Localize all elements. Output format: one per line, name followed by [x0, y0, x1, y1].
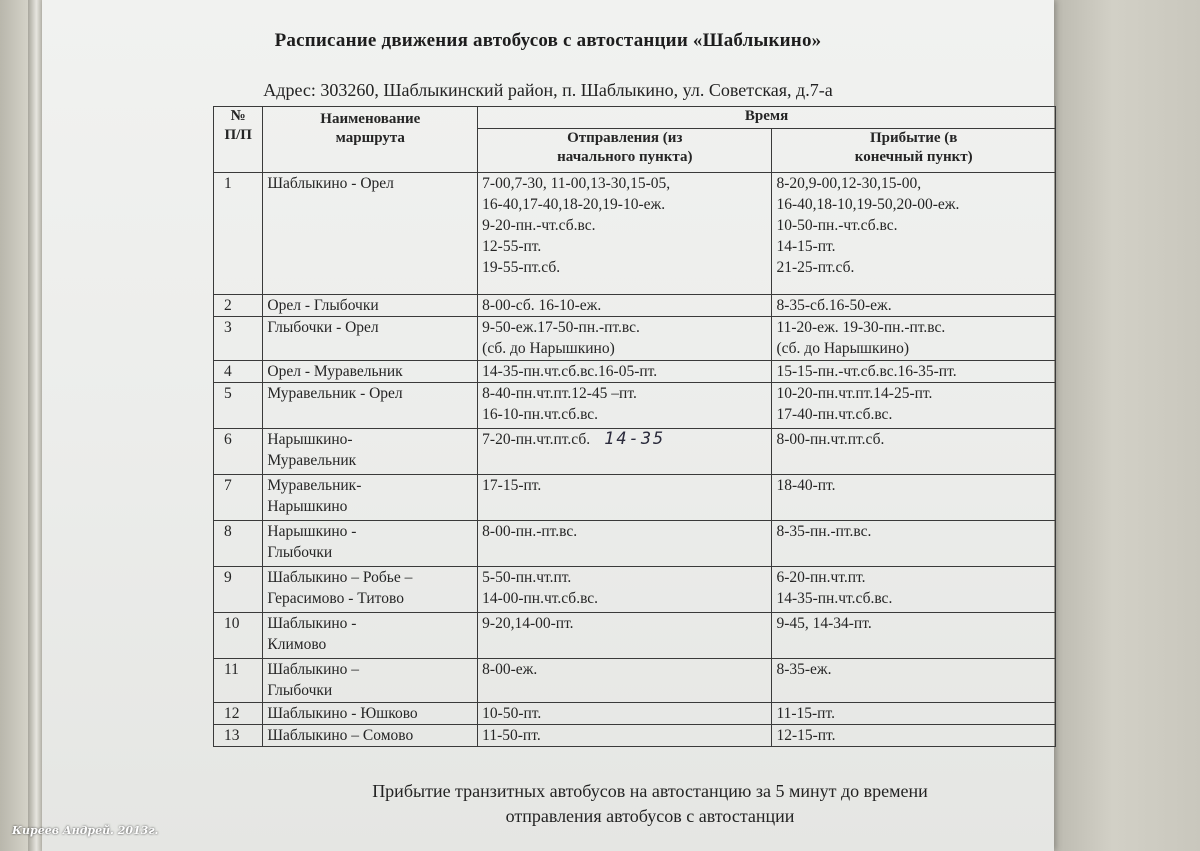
- arrival-times: 6-20-пн.чт.пт. 14-35-пн.чт.сб.вс.: [772, 567, 1056, 613]
- departure-times: 17-15-пт.: [478, 475, 772, 521]
- arrival-times: 11-20-еж. 19-30-пн.-пт.вс. (сб. до Нарышкино): [772, 317, 1056, 361]
- arrival-times: 8-35-еж.: [772, 659, 1056, 703]
- arrival-times: 11-15-пт.: [772, 703, 1056, 725]
- departure-times: 7-20-пн.чт.пт.сб. 14-35: [478, 429, 772, 475]
- wall-background: [1054, 0, 1200, 851]
- arrival-times: 8-35-сб.16-50-еж.: [772, 295, 1056, 317]
- route-name: Шаблыкино - Орел: [263, 173, 478, 295]
- route-number: 8: [214, 521, 263, 567]
- schedule-row: [214, 295, 1056, 317]
- station-address: Адрес: 303260, Шаблыкинский район, п. Шаблыкино, ул. Советская, д.7-а: [263, 80, 833, 100]
- route-name: Нарышкино - Глыбочки: [263, 521, 478, 567]
- photo-credit: Киреев Андрей. 2013г.: [12, 824, 159, 837]
- schedule-row: [214, 567, 1056, 613]
- departure-times: 7-00,7-30, 11-00,13-30,15-05, 16-40,17-40,18-20,19-10-еж. 9-20-пн.-чт.сб.вс. 12-55-пт. 19-55-пт.сб.: [478, 173, 772, 295]
- schedule-row: [214, 703, 1056, 725]
- arrival-times: 8-00-пн.чт.пт.сб.: [772, 429, 1056, 475]
- route-name: Шаблыкино - Юшково: [263, 703, 478, 725]
- route-name: Шаблыкино – Глыбочки: [263, 659, 478, 703]
- arrival-times: 8-35-пн.-пт.вс.: [772, 521, 1056, 567]
- header-arrival: Прибытие (в конечный пункт): [772, 129, 1056, 173]
- route-name: Муравельник - Орел: [263, 383, 478, 429]
- route-number: 7: [214, 475, 263, 521]
- arrival-times: 10-20-пн.чт.пт.14-25-пт. 17-40-пн.чт.сб.вс.: [772, 383, 1056, 429]
- schedule-row: [214, 659, 1056, 703]
- header-departure: Отправления (из начального пункта): [478, 129, 772, 173]
- transit-note: Прибытие транзитных автобусов на автостанцию за 5 минут до времени отправления автобусов с автостанции: [372, 781, 928, 826]
- departure-times: 11-50-пт.: [478, 725, 772, 747]
- departure-times: 8-40-пн.чт.пт.12-45 –пт. 16-10-пн.чт.сб.вс.: [478, 383, 772, 429]
- binder-edge: [28, 0, 42, 851]
- route-name: Орел - Муравельник: [263, 361, 478, 383]
- route-name: Шаблыкино - Климово: [263, 613, 478, 659]
- schedule-row: [214, 725, 1056, 747]
- departure-times: 10-50-пт.: [478, 703, 772, 725]
- schedule-row: [214, 429, 1056, 475]
- schedule-row: [214, 521, 1056, 567]
- header-route-name: Наименование маршрута: [263, 107, 478, 173]
- header-number: № П/П: [214, 107, 263, 173]
- departure-times: 8-00-еж.: [478, 659, 772, 703]
- route-number: 1: [214, 173, 263, 295]
- schedule-row: [214, 361, 1056, 383]
- arrival-times: 8-20,9-00,12-30,15-00, 16-40,18-10,19-50,20-00-еж. 10-50-пн.-чт.сб.вс. 14-15-пт. 21-25-пт.сб.: [772, 173, 1056, 295]
- route-number: 4: [214, 361, 263, 383]
- schedule-sheet: [42, 0, 1054, 851]
- departure-times: 14-35-пн.чт.сб.вс.16-05-пт.: [478, 361, 772, 383]
- arrival-times: 18-40-пт.: [772, 475, 1056, 521]
- departure-times: 9-20,14-00-пт.: [478, 613, 772, 659]
- departure-times: 5-50-пн.чт.пт. 14-00-пн.чт.сб.вс.: [478, 567, 772, 613]
- page-title: Расписание движения автобусов с автостанции «Шаблыкино»: [274, 30, 822, 51]
- route-number: 2: [214, 295, 263, 317]
- route-name: Орел - Глыбочки: [263, 295, 478, 317]
- route-name: Нарышкино- Муравельник: [263, 429, 478, 475]
- schedule-row: [214, 475, 1056, 521]
- route-name: Шаблыкино – Робье – Герасимово - Титово: [263, 567, 478, 613]
- route-name: Муравельник- Нарышкино: [263, 475, 478, 521]
- route-number: 3: [214, 317, 263, 361]
- schedule-table: [213, 106, 1056, 747]
- departure-times: 9-50-еж.17-50-пн.-пт.вс. (сб. до Нарышкино): [478, 317, 772, 361]
- handwritten-note: 14-35: [604, 429, 666, 449]
- route-number: 6: [214, 429, 263, 475]
- schedule-row: [214, 173, 1056, 295]
- arrival-times: 9-45, 14-34-пт.: [772, 613, 1056, 659]
- route-number: 11: [214, 659, 263, 703]
- schedule-body: [214, 173, 1056, 747]
- departure-times: 8-00-сб. 16-10-еж.: [478, 295, 772, 317]
- arrival-times: 15-15-пн.-чт.сб.вс.16-35-пт.: [772, 361, 1056, 383]
- route-number: 13: [214, 725, 263, 747]
- header-time: Время: [478, 107, 1056, 129]
- route-name: Шаблыкино – Сомово: [263, 725, 478, 747]
- route-number: 5: [214, 383, 263, 429]
- route-number: 9: [214, 567, 263, 613]
- schedule-row: [214, 317, 1056, 361]
- departure-times: 8-00-пн.-пт.вс.: [478, 521, 772, 567]
- route-number: 10: [214, 613, 263, 659]
- route-number: 12: [214, 703, 263, 725]
- route-name: Глыбочки - Орел: [263, 317, 478, 361]
- arrival-times: 12-15-пт.: [772, 725, 1056, 747]
- schedule-row: [214, 383, 1056, 429]
- schedule-row: [214, 613, 1056, 659]
